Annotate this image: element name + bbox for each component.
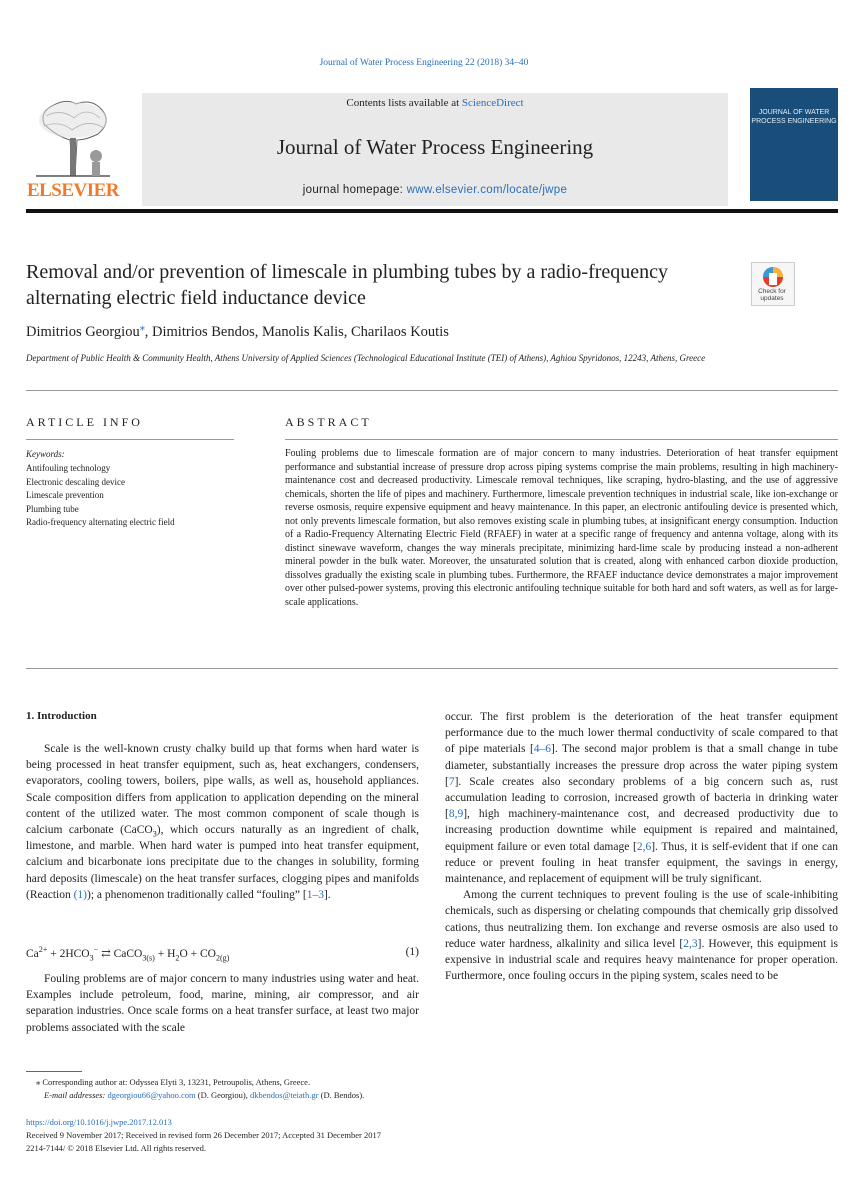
crossmark-label: Check for updates [758,288,786,302]
other-authors: , Dimitrios Bendos, Manolis Kalis, Charilaos Koutis [144,324,449,340]
left-column-continued [26,971,419,1036]
email-note: E-mail addresses: dgeorgiou66@yahoo.com (D. Georgiou), dkbendos@teiath.gr (D. Bendos). [44,1090,365,1100]
article-title: Removal and/or prevention of limescale in plumbing tubes by a radio-frequency alternating electric field inductance device [26,261,669,309]
keyword-item: Antifouling technology [26,463,111,473]
keyword-item: Radio-frequency alternating electric field [26,517,175,527]
journal-cover-title: JOURNAL OF WATER PROCESS ENGINEERING [751,109,837,125]
reference-link[interactable]: 1–3 [306,888,324,901]
divider [26,390,838,391]
affiliation: Department of Public Health & Community Health, Athens University of Applied Sciences (Technological Educational Institute (TEI) of Athens), Aghiou Spyridonos, 12243, Athens, Greece [26,353,706,363]
divider [26,668,838,669]
reference-link[interactable]: 4–6 [533,743,552,756]
article-info-heading: ARTICLE INFO [26,415,143,429]
journal-homepage: journal homepage: www.elsevier.com/locate/jwpe [302,184,568,196]
paragraph: occur. The first problem is the deterioration of the heat transfer equipment performance due to the much lower thermal conductivity of scale compared to that of pipe materials [4–6]. The second major problem is that a small change in tube diameter, substantially increases the pressure drop across the water piping system [7]. Scale creates also secondary problems of a big concern such as, rust accumulation leading to corrosion, increased growth of bacteria in drinking water [8,9], high machinery-maintenance cost, and decreased productivity due to increasing production downtime while equipment is repaired and maintained, equipment failure or even total damage [2,6]. Thus, it is self-evident that if one can reduce or prevent fouling in heat transfer equipment, the savings in energy, maintenance, and replacement of equipment will be truly significant. [445,711,838,886]
keyword-item: Limescale prevention [26,490,104,500]
doi[interactable]: https://doi.org/10.1016/j.jwpe.2017.12.013 [26,1117,172,1127]
corresponding-note: ⁎ Corresponding author at: Odyssea Elyti 3, 13231, Petroupolis, Athens, Greece. [36,1077,311,1087]
keyword-list [26,462,175,530]
reference-link[interactable]: 2,6 [636,840,652,853]
journal-title: Journal of Water Process Engineering [276,135,594,159]
abstract-divider [285,439,838,440]
equation-1: $Ca^{2+} + 2HCO_3^-$ ⇄ CaCO$_{3(s)}$ + $H_2O + CO_{2(g)}$ (1) [26,945,419,963]
reference-link[interactable]: 2,3 [683,937,698,950]
reaction-link[interactable]: (1) [73,888,87,901]
email-link[interactable]: dgeorgiou66@yahoo.com [107,1090,196,1100]
keyword-item: Plumbing tube [26,503,79,514]
contents-line: Contents lists available at ScienceDirect [346,97,524,109]
header-rule [26,209,838,213]
email-link[interactable]: dkbendos@teiath.gr [249,1090,319,1100]
paragraph: Scale is the well-known crusty chalky build up that forms when hard water is being processed in heat transfer equipment, such as, heat exchangers, condensers, evaporators, cooling towers, boilers, pipe walls, as well as, household appliances. Scale composition differs from application to application depending on the mineral content of the utilized water. The most common component of scale though is calcium carbonate (CaCO$_3$), which occurs naturally as an ingredient of chalk, limestone, and marble. When hard water is pumped into heat transfer equipment, calcium and bicarbonate ions precipitate due to the changes in solubility, forming hard deposits (limescale) on the heat transfer surfaces, clogging pipes and manifolds (Reaction (1)); a phenomenon traditionally called “fouling” [1–3]. [26,743,419,901]
received-dates: Received 9 November 2017; Received in revised form 26 December 2017; Accepted 31 December 2017 [26,1130,381,1140]
footnote-rule [26,1071,82,1072]
journal-cover-image [750,88,838,201]
keyword-item: Electronic descaling device [26,476,125,487]
info-divider [26,439,234,440]
crossmark-icon [752,263,794,291]
copyright: 2214-7144/ © 2018 Elsevier Ltd. All rights reserved. [26,1143,206,1153]
paragraph: Among the current techniques to prevent fouling is the use of scale-inhibiting chemicals, such as dispersing or chelating compounds that chemically grip dissolved cations, thus neutralizing them. Ion exchange and reverse osmosis are also used to reduce water hardness, alkalinity and silica level [2,3]. However, this equipment is expensive in industrial scale and requires heavy maintenance for proper operation. Furthermore, once fouling occurs in the piping system, scales need to be [445,889,838,983]
reference-link[interactable]: 7 [448,775,455,788]
left-column [26,741,419,903]
paragraph: Fouling problems are of major concern to many industries using water and heat. Examples include petroleum, food, marine, mining, air compressor, and air separation industries. Once scale forms on a heat transfer surface, at least two major problems associated with the scale [26,973,419,1034]
equation-number: (1) [405,946,419,958]
author-list [26,324,449,341]
corresponding-mark[interactable]: ⁎ [139,322,145,334]
sciencedirect-link[interactable]: ScienceDirect [461,97,524,109]
first-author[interactable]: Dimitrios Georgiou [26,324,140,340]
right-column [445,709,838,984]
abstract-heading: ABSTRACT [285,415,372,429]
homepage-link[interactable]: www.elsevier.com/locate/jwpe [406,184,568,196]
abstract-text: Fouling problems due to limescale formation are of major concern to many industries. Deterioration of heat transfer equipment performance and substantial increase of pressure drop across piping systems comprise the main problems, resulting in high machinery-maintenance cost and decreased productivity. Limescale removal techniques, like scraping, hydro-blasting, and the use of aggressive chemicals, shorten the life of pipes and machinery. Furthermore, limescale prevention techniques in industrial scale, like ion-exchange or reverse osmosis, require expensive equipment and heavy maintenance. In this paper, an electronic antifouling device is presented which, not only prevents limescale formation, but also removes existing scale in plumbing tubes, at insignificant energy consumption. Induction of a Radio-Frequency Alternating Electric Field (RFAEF) in water at a specific range of frequency and antenna voltage, along with its distinct sinewave waveform, changes the way minerals precipitate, minimizing hard-lime scale by producing instead a non-adherent mineral powder in the bulk water. Moreover, the unsaturated solution that is created, along with enhanced carbon dioxide production, dissolves gradually the existing scale in plumbing tubes. Furthermore, the RFAEF inductance device demonstrates a major improvement over other pulsed-power systems, proving this electronic antifouling technique suitable for both hard and soft waters, as well as for large-scale applications. [285,448,838,608]
journal-citation[interactable]: Journal of Water Process Engineering 22 (2018) 34–40 [319,58,529,68]
keywords-label: Keywords: [26,449,65,459]
section-heading: 1. Introduction [26,710,97,722]
reference-link[interactable]: 8,9 [448,808,464,821]
elsevier-tree-logo [26,96,120,180]
elsevier-wordmark: ELSEVIER [26,180,120,201]
